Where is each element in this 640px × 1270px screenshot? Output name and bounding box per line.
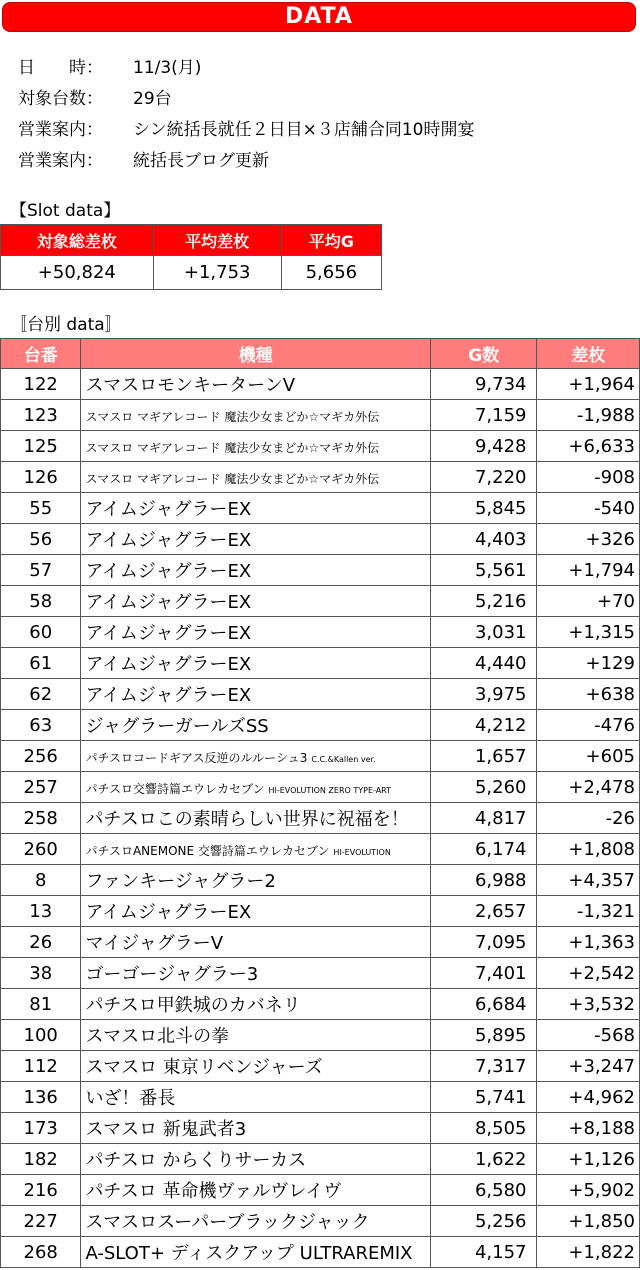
- machine-number: 58: [1, 586, 81, 617]
- machine-name-cell: [81, 896, 430, 927]
- machine-name: マイジャグラーV: [85, 933, 224, 954]
- game-count: 5,845: [430, 493, 537, 524]
- machine-name: スマスロスーパーブラックジャック: [85, 1212, 370, 1233]
- summary-avg-g: 5,656: [281, 256, 381, 290]
- header-diff: 差枚: [537, 339, 640, 369]
- machine-name-cell: [81, 1082, 430, 1113]
- diff-value: +1,363: [537, 927, 640, 958]
- machine-name-cell: [81, 1175, 430, 1206]
- machine-number: 257: [1, 772, 81, 803]
- table-row: [1, 1020, 640, 1051]
- machine-name: パチスロ 革命機ヴァルヴレイヴ: [85, 1181, 342, 1202]
- table-row: [1, 803, 640, 834]
- game-count: 4,403: [430, 524, 537, 555]
- machine-header-row: [1, 339, 640, 369]
- game-count: 3,031: [430, 617, 537, 648]
- machine-name: スマスロ マギアレコード 魔法少女まどか☆マギカ外伝: [85, 440, 380, 455]
- table-row: [1, 741, 640, 772]
- machine-name-cell: [81, 989, 430, 1020]
- game-count: 4,817: [430, 803, 537, 834]
- machine-number: 57: [1, 555, 81, 586]
- machine-name: アイムジャグラーEX: [85, 499, 252, 520]
- summary-total: +50,824: [1, 256, 154, 290]
- info-label: 営業案内：: [18, 120, 103, 140]
- machine-name-subtitle: HI-EVOLUTION: [333, 847, 391, 857]
- machine-name: アイムジャグラーEX: [85, 623, 252, 644]
- header-machine-number: 台番: [1, 339, 81, 369]
- slot-data-title: 【Slot data】: [10, 201, 121, 221]
- machine-name-cell: [81, 1237, 430, 1268]
- table-row: [1, 462, 640, 493]
- diff-value: +1,850: [537, 1206, 640, 1237]
- machine-name: パチスロ甲鉄城のカバネリ: [85, 995, 301, 1016]
- machine-number: 13: [1, 896, 81, 927]
- machine-data-title: 〚台別 data〛: [10, 315, 122, 335]
- diff-value: +3,247: [537, 1051, 640, 1082]
- machine-name-subtitle: HI-EVOLUTION ZERO TYPE-ART: [268, 785, 392, 795]
- machine-name-cell: [81, 369, 430, 400]
- machine-name-cell: [81, 586, 430, 617]
- info-label: 対象台数：: [18, 89, 103, 109]
- machine-number: 216: [1, 1175, 81, 1206]
- game-count: 5,561: [430, 555, 537, 586]
- machine-number: 100: [1, 1020, 81, 1051]
- diff-value: -1,321: [537, 896, 640, 927]
- diff-value: +326: [537, 524, 640, 555]
- machine-number: 112: [1, 1051, 81, 1082]
- machine-name-cell: [81, 1206, 430, 1237]
- diff-value: +129: [537, 648, 640, 679]
- machine-number: 182: [1, 1144, 81, 1175]
- table-row: [1, 927, 640, 958]
- diff-value: +5,902: [537, 1175, 640, 1206]
- game-count: 6,580: [430, 1175, 537, 1206]
- machine-number: 55: [1, 493, 81, 524]
- game-count: 6,684: [430, 989, 537, 1020]
- table-row: [1, 896, 640, 927]
- game-count: 7,220: [430, 462, 537, 493]
- machine-name-cell: [81, 958, 430, 989]
- machine-number: 26: [1, 927, 81, 958]
- game-count: 7,401: [430, 958, 537, 989]
- info-row-date: [18, 50, 474, 81]
- table-row: [1, 400, 640, 431]
- machine-name: アイムジャグラーEX: [85, 530, 252, 551]
- table-row: [1, 865, 640, 896]
- machine-name-cell: [81, 1144, 430, 1175]
- diff-value: +605: [537, 741, 640, 772]
- game-count: 7,095: [430, 927, 537, 958]
- slot-summary-table: [0, 224, 382, 290]
- diff-value: +4,962: [537, 1082, 640, 1113]
- machine-number: 38: [1, 958, 81, 989]
- machine-rows: [1, 369, 640, 1268]
- game-count: 6,174: [430, 834, 537, 865]
- machine-number: 81: [1, 989, 81, 1020]
- table-row: [1, 493, 640, 524]
- machine-name-subtitle: C.C.&Kallen ver.: [311, 754, 376, 764]
- info-label: 営業案内：: [18, 151, 103, 171]
- machine-name-cell: [81, 1113, 430, 1144]
- game-count: 9,734: [430, 369, 537, 400]
- machine-number: 227: [1, 1206, 81, 1237]
- game-count: 4,440: [430, 648, 537, 679]
- machine-name: いざ！番長: [85, 1088, 176, 1109]
- diff-value: +1,794: [537, 555, 640, 586]
- table-row: [1, 648, 640, 679]
- machine-name: スマスロ 新鬼武者3: [85, 1119, 247, 1140]
- machine-name: パチスロコードギアス反逆のルルーシュ3: [85, 750, 308, 765]
- diff-value: +1,964: [537, 369, 640, 400]
- machine-name-cell: [81, 617, 430, 648]
- machine-name-cell: [81, 741, 430, 772]
- game-count: 4,212: [430, 710, 537, 741]
- diff-value: +1,315: [537, 617, 640, 648]
- machine-number: 258: [1, 803, 81, 834]
- info-label: 日 時：: [18, 58, 103, 78]
- table-row: [1, 1051, 640, 1082]
- info-row-guide-2: [18, 143, 474, 174]
- info-value: 29台: [133, 89, 172, 109]
- diff-value: +6,633: [537, 431, 640, 462]
- machine-number: 268: [1, 1237, 81, 1268]
- table-row: [1, 834, 640, 865]
- game-count: 1,657: [430, 741, 537, 772]
- game-count: 5,895: [430, 1020, 537, 1051]
- diff-value: +638: [537, 679, 640, 710]
- machine-name-cell: [81, 834, 430, 865]
- summary-header-avg-g: 平均G: [281, 225, 381, 256]
- machine-name-cell: [81, 1020, 430, 1051]
- table-row: [1, 1082, 640, 1113]
- diff-value: -476: [537, 710, 640, 741]
- diff-value: -908: [537, 462, 640, 493]
- table-row: [1, 1144, 640, 1175]
- machine-name-cell: [81, 648, 430, 679]
- machine-name-cell: [81, 679, 430, 710]
- machine-name: スマスロ北斗の拳: [85, 1026, 230, 1047]
- game-count: 7,159: [430, 400, 537, 431]
- machine-name: A-SLOT+ ディスクアップ ULTRAREMIX: [85, 1243, 413, 1264]
- machine-number: 260: [1, 834, 81, 865]
- table-row: [1, 989, 640, 1020]
- machine-name: アイムジャグラーEX: [85, 592, 252, 613]
- game-count: 7,317: [430, 1051, 537, 1082]
- machine-number: 62: [1, 679, 81, 710]
- game-count: 9,428: [430, 431, 537, 462]
- table-row: [1, 617, 640, 648]
- diff-value: -26: [537, 803, 640, 834]
- diff-value: +1,822: [537, 1237, 640, 1268]
- diff-value: +2,542: [537, 958, 640, 989]
- machine-name: ゴーゴージャグラー3: [85, 964, 259, 985]
- machine-number: 63: [1, 710, 81, 741]
- header-game-count: G数: [430, 339, 537, 369]
- game-count: 5,741: [430, 1082, 537, 1113]
- diff-value: -568: [537, 1020, 640, 1051]
- machine-number: 123: [1, 400, 81, 431]
- machine-name: パチスロANEMONE 交響詩篇エウレカセブン: [85, 843, 330, 858]
- table-row: [1, 772, 640, 803]
- diff-value: -540: [537, 493, 640, 524]
- machine-name: パチスロ からくりサーカス: [85, 1150, 307, 1171]
- machine-name: アイムジャグラーEX: [85, 654, 252, 675]
- game-count: 6,988: [430, 865, 537, 896]
- table-row: [1, 1175, 640, 1206]
- machine-name: パチスロ交響詩篇エウレカセブン: [85, 781, 265, 796]
- machine-name: パチスロこの素晴らしい世界に祝福を！: [85, 809, 409, 830]
- machine-name: スマスロ マギアレコード 魔法少女まどか☆マギカ外伝: [85, 471, 380, 486]
- diff-value: +70: [537, 586, 640, 617]
- diff-value: +4,357: [537, 865, 640, 896]
- machine-name-cell: [81, 555, 430, 586]
- machine-name-cell: [81, 710, 430, 741]
- machine-name: ジャグラーガールズSS: [85, 716, 269, 737]
- info-value: 統括長ブログ更新: [133, 151, 269, 171]
- machine-name-cell: [81, 493, 430, 524]
- game-count: 5,256: [430, 1206, 537, 1237]
- summary-header-total: 対象総差枚: [1, 225, 154, 256]
- machine-number: 136: [1, 1082, 81, 1113]
- diff-value: +1,808: [537, 834, 640, 865]
- store-info: [18, 50, 474, 174]
- machine-number: 173: [1, 1113, 81, 1144]
- game-count: 2,657: [430, 896, 537, 927]
- info-value: 11/3(月): [133, 58, 202, 78]
- table-row: [1, 1113, 640, 1144]
- machine-name: アイムジャグラーEX: [85, 685, 252, 706]
- summary-value-row: [1, 256, 382, 290]
- table-row: [1, 710, 640, 741]
- machine-name-cell: [81, 803, 430, 834]
- header-machine-type: 機種: [81, 339, 430, 369]
- machine-name-cell: [81, 462, 430, 493]
- machine-name-cell: [81, 927, 430, 958]
- game-count: 4,157: [430, 1237, 537, 1268]
- machine-number: 56: [1, 524, 81, 555]
- machine-name-cell: [81, 400, 430, 431]
- diff-value: +3,532: [537, 989, 640, 1020]
- table-row: [1, 679, 640, 710]
- machine-name: スマスロ マギアレコード 魔法少女まどか☆マギカ外伝: [85, 409, 380, 424]
- machine-number: 61: [1, 648, 81, 679]
- info-row-guide-1: [18, 112, 474, 143]
- summary-header-row: [1, 225, 382, 256]
- diff-value: +1,126: [537, 1144, 640, 1175]
- machine-number: 60: [1, 617, 81, 648]
- info-value: シン統括長就任２日目×３店舗合同10時開宴: [133, 120, 475, 140]
- game-count: 8,505: [430, 1113, 537, 1144]
- machine-name: スマスロ 東京リベンジャーズ: [85, 1057, 323, 1078]
- table-row: [1, 958, 640, 989]
- game-count: 3,975: [430, 679, 537, 710]
- machine-name: アイムジャグラーEX: [85, 902, 252, 923]
- table-row: [1, 369, 640, 400]
- machine-table: [0, 338, 640, 1268]
- machine-name: ファンキージャグラー2: [85, 871, 276, 892]
- machine-name-cell: [81, 431, 430, 462]
- table-row: [1, 1237, 640, 1268]
- table-row: [1, 431, 640, 462]
- machine-number: 8: [1, 865, 81, 896]
- machine-number: 125: [1, 431, 81, 462]
- machine-name: アイムジャグラーEX: [85, 561, 252, 582]
- table-row: [1, 555, 640, 586]
- machine-name: スマスロモンキーターンV: [85, 375, 296, 396]
- diff-value: -1,988: [537, 400, 640, 431]
- machine-name-cell: [81, 865, 430, 896]
- machine-number: 256: [1, 741, 81, 772]
- machine-name-cell: [81, 524, 430, 555]
- table-row: [1, 586, 640, 617]
- game-count: 1,622: [430, 1144, 537, 1175]
- game-count: 5,216: [430, 586, 537, 617]
- diff-value: +2,478: [537, 772, 640, 803]
- info-row-count: [18, 81, 474, 112]
- game-count: 5,260: [430, 772, 537, 803]
- table-row: [1, 1206, 640, 1237]
- table-row: [1, 524, 640, 555]
- machine-name-cell: [81, 772, 430, 803]
- machine-number: 126: [1, 462, 81, 493]
- summary-avg-diff: +1,753: [153, 256, 281, 290]
- summary-header-avg-diff: 平均差枚: [153, 225, 281, 256]
- data-banner: DATA: [2, 2, 636, 32]
- machine-number: 122: [1, 369, 81, 400]
- diff-value: +8,188: [537, 1113, 640, 1144]
- machine-name-cell: [81, 1051, 430, 1082]
